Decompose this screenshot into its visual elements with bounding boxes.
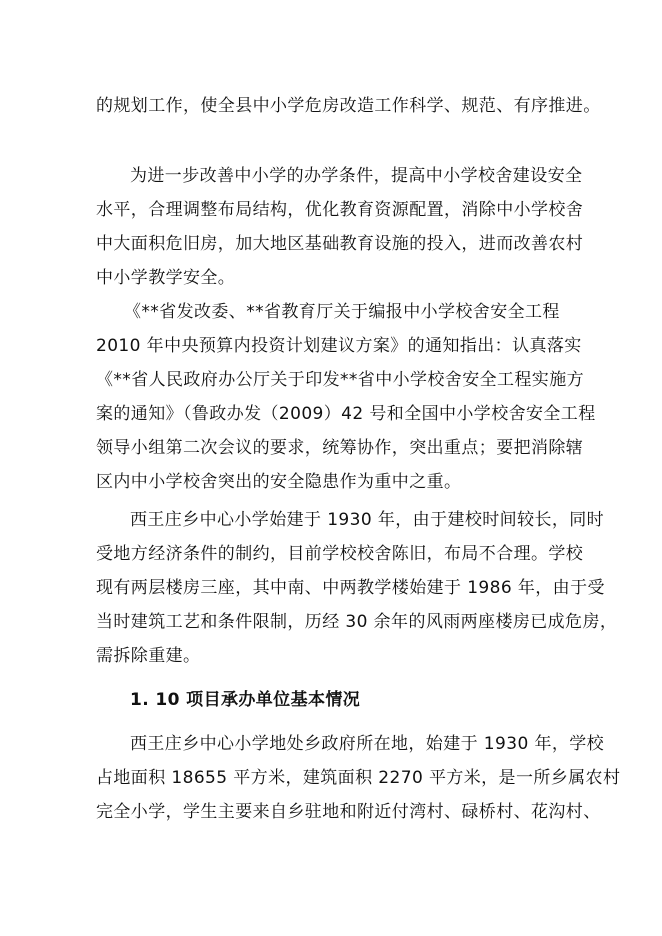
paragraph-line: 当时建筑工艺和条件限制，历经 30 余年的风雨两座楼房已成危房， — [96, 612, 618, 632]
paragraph-line: 的规划工作，使全县中小学危房改造工作科学、规范、有序推进。 — [96, 96, 601, 116]
paragraph-line: 中小学教学安全。 — [96, 268, 236, 288]
paragraph-line: 为进一步改善中小学的办学条件，提高中小学校舍建设安全 — [130, 166, 583, 186]
paragraph-line: 领导小组第二次会议的要求，统筹协作，突出重点；要把消除辖 — [96, 438, 584, 458]
paragraph-line: 需拆除重建。 — [96, 646, 201, 666]
paragraph-line: 受地方经济条件的制约，目前学校校舍陈旧，布局不合理。学校 — [96, 544, 584, 564]
paragraph-line: 《**省人民政府办公厅关于印发**省中小学校舍安全工程实施方 — [96, 370, 584, 390]
paragraph-line: 占地面积 18655 平方米，建筑面积 2270 平方米，是一所乡属农村 — [96, 768, 621, 788]
paragraph-line: 《**省发改委、**省教育厅关于编报中小学校舍安全工程 — [124, 302, 560, 322]
paragraph-line: 现有两层楼房三座，其中南、中两教学楼始建于 1986 年，由于受 — [96, 578, 605, 598]
section-heading: 1. 10 项目承办单位基本情况 — [130, 690, 361, 710]
paragraph-line: 西王庄乡中心小学地处乡政府所在地，始建于 1930 年，学校 — [130, 734, 605, 754]
paragraph-line: 西王庄乡中心小学始建于 1930 年，由于建校时间较长，同时 — [130, 510, 605, 530]
paragraph-line: 完全小学，学生主要来自乡驻地和附近付湾村、碌桥村、花沟村、 — [96, 802, 601, 822]
paragraph-line: 水平，合理调整布局结构，优化教育资源配置，消除中小学校舍 — [96, 200, 584, 220]
paragraph-line: 案的通知》（鲁政办发（2009）42 号和全国中小学校舍安全工程 — [96, 404, 596, 424]
paragraph-line: 区内中小学校舍突出的安全隐患作为重中之重。 — [96, 472, 462, 492]
paragraph-line: 中大面积危旧房，加大地区基础教育设施的投入，进而改善农村 — [96, 234, 584, 254]
paragraph-line: 2010 年中央预算内投资计划建议方案》的通知指出：认真落实 — [96, 336, 582, 356]
